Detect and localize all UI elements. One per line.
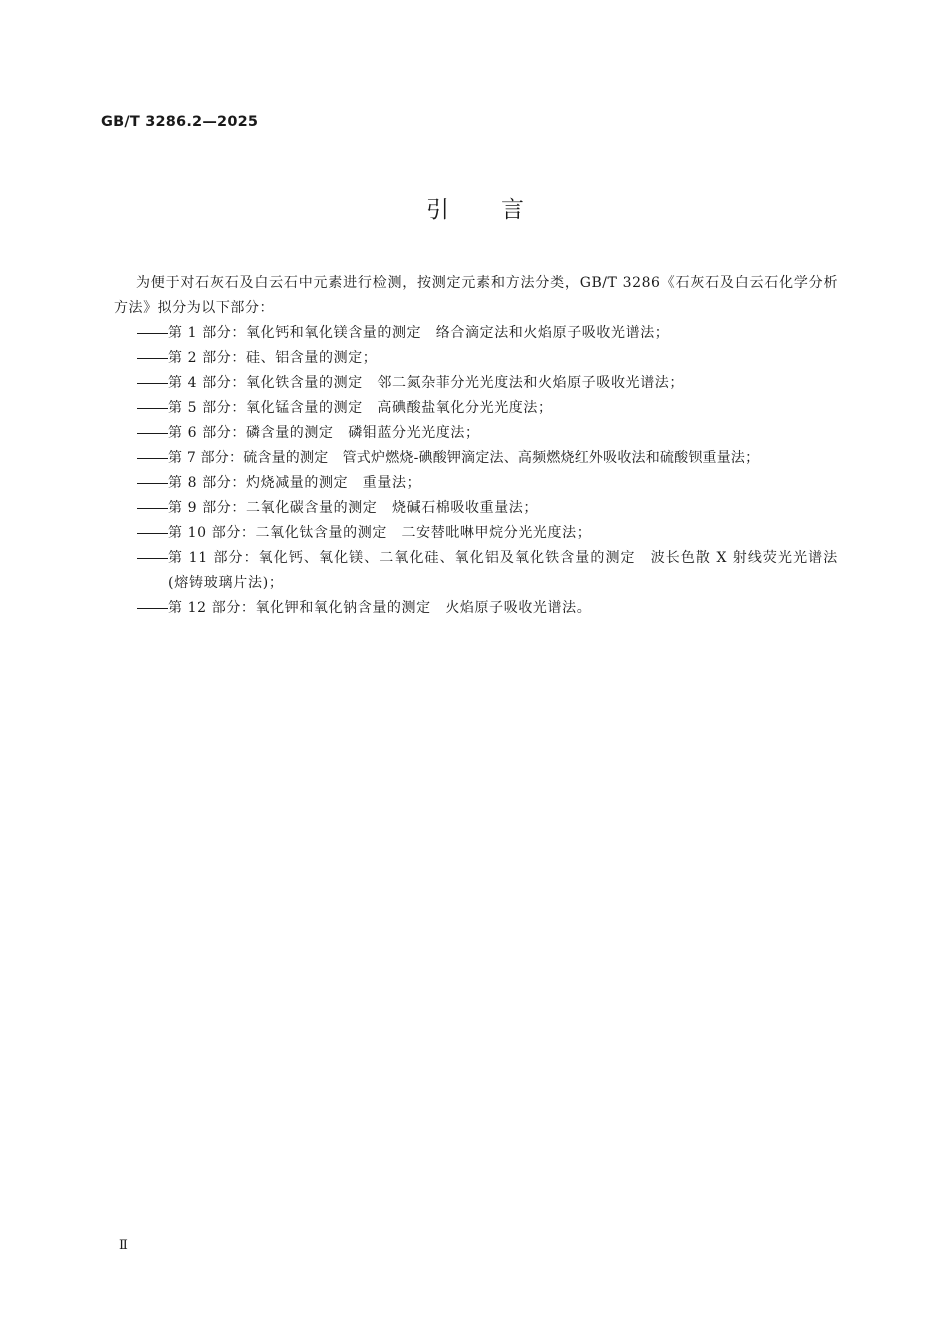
- list-item-text: 第 1 部分：氧化钙和氧化镁含量的测定 络合滴定法和火焰原子吸收光谱法；: [168, 325, 670, 341]
- list-item: [114, 496, 838, 521]
- page-number: Ⅱ: [119, 1238, 128, 1253]
- parts-list: [114, 321, 838, 621]
- document-body: [114, 271, 838, 621]
- dash-marker: [137, 333, 168, 334]
- list-item: [114, 446, 838, 471]
- dash-marker: [137, 458, 168, 459]
- dash-marker: [137, 408, 168, 409]
- dash-marker: [137, 383, 168, 384]
- list-item-text: 第 7 部分：硫含量的测定 管式炉燃烧-碘酸钾滴定法、高频燃烧红外吸收法和硫酸钡重量法；: [168, 450, 760, 466]
- list-item: [114, 471, 838, 496]
- dash-marker: [137, 433, 168, 434]
- list-item: [114, 596, 838, 621]
- dash-marker: [137, 608, 168, 609]
- intro-paragraph: 为便于对石灰石及白云石中元素进行检测，按测定元素和方法分类，GB/T 3286《石灰石及白云石化学分析方法》拟分为以下部分：: [114, 275, 838, 316]
- list-item-text: 第 12 部分：氧化钾和氧化钠含量的测定 火焰原子吸收光谱法。: [168, 600, 592, 616]
- list-item: [114, 546, 838, 596]
- list-item-text: 第 6 部分：磷含量的测定 磷钼蓝分光光度法；: [168, 425, 480, 441]
- list-item-text: 第 4 部分：氧化铁含量的测定 邻二氮杂菲分光光度法和火焰原子吸收光谱法；: [168, 375, 685, 391]
- list-item: [114, 521, 838, 546]
- list-item: [114, 421, 838, 446]
- dash-marker: [137, 558, 168, 559]
- standard-code: GB/T 3286.2—2025: [101, 114, 259, 130]
- dash-marker: [137, 508, 168, 509]
- dash-marker: [137, 533, 168, 534]
- list-item-text: 第 9 部分：二氧化碳含量的测定 烧碱石棉吸收重量法；: [168, 500, 539, 516]
- list-item: [114, 396, 838, 421]
- list-item: [114, 346, 838, 371]
- list-item-text: 第 10 部分：二氧化钛含量的测定 二安替吡啉甲烷分光光度法；: [168, 525, 592, 541]
- list-item: [114, 321, 838, 346]
- dash-marker: [137, 483, 168, 484]
- list-item-text: 第 2 部分：硅、铝含量的测定；: [168, 350, 378, 366]
- dash-marker: [137, 358, 168, 359]
- section-title: 引言: [426, 197, 576, 223]
- list-item-text: 第 11 部分：氧化钙、氧化镁、二氧化硅、氧化铝及氧化铁含量的测定 波长色散 X 射线荧光光谱法(熔铸玻璃片法)；: [168, 550, 838, 591]
- list-item: [114, 371, 838, 396]
- list-item-text: 第 8 部分：灼烧减量的测定 重量法；: [168, 475, 422, 491]
- list-item-text: 第 5 部分：氧化锰含量的测定 高碘酸盐氧化分光光度法；: [168, 400, 553, 416]
